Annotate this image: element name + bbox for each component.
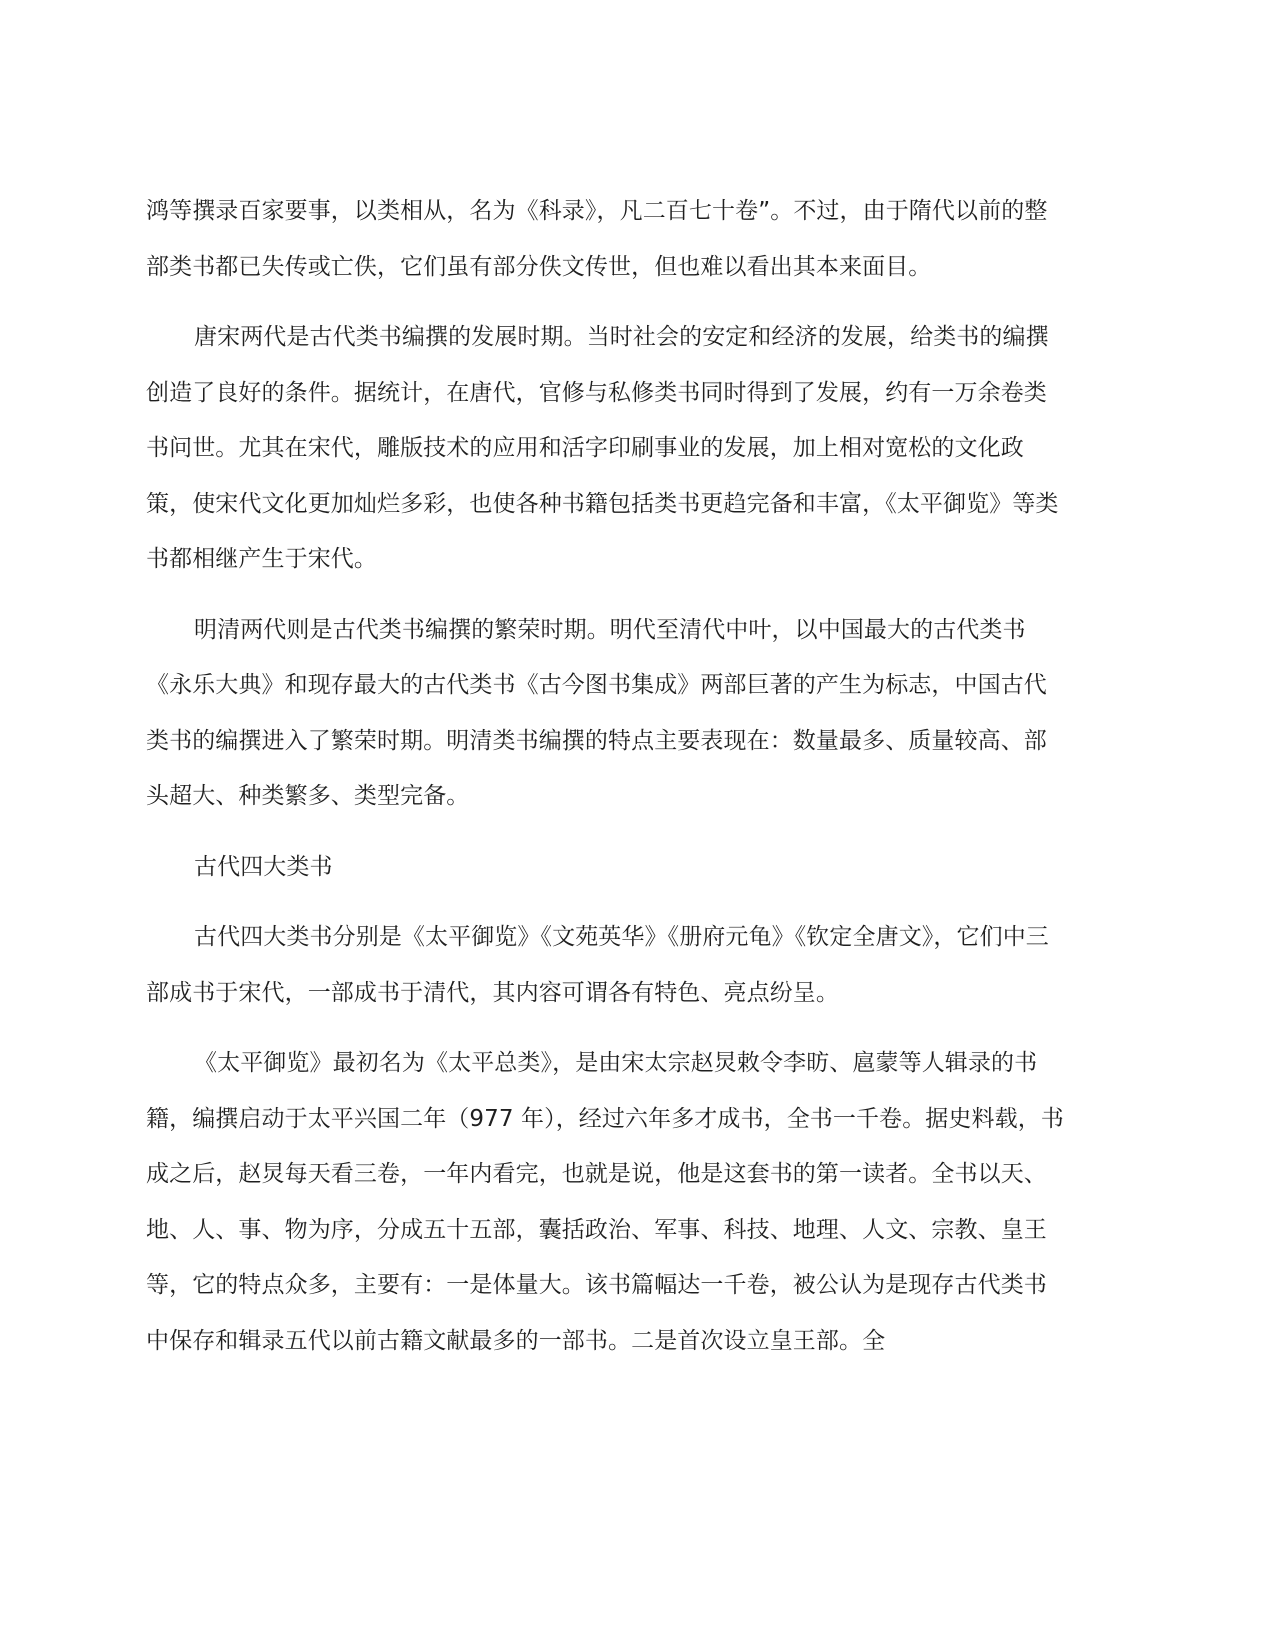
paragraph-6: 《太平御览》最初名为《太平总类》，是由宋太宗赵炅敕令李昉、扈蒙等人辑录的书籍，编撰启动于太平兴国二年（977 年），经过六年多才成书，全书一千卷。据史料载，书成之后，赵炅每天看三卷，一年内看完，也就是说，他是这套书的第一读者。全书以天、地、人、事、物为序，分成五十五部，囊括政治、军事、科技、地理、人文、宗教、皇王等，它的特点众多，主要有：一是体量大。该书篇幅达一千卷，被公认为是现存古代类书中保存和辑录五代以前古籍文献最多的一部书。二是首次设立皇王部。全	[146, 1050, 1064, 1354]
paragraph-2: 唐宋两代是古代类书编撰的发展时期。当时社会的安定和经济的发展，给类书的编撰创造了良好的条件。据统计，在唐代，官修与私修类书同时得到了发展，约有一万余卷类书问世。尤其在宋代，雕版技术的应用和活字印刷事业的发展，加上相对宽松的文化政策，使宋代文化更加灿烂多彩，也使各种书籍包括类书更趋完备和丰富，《太平御览》等类书都相继产生于宋代。	[146, 324, 1059, 572]
section-heading: 古代四大类书	[194, 853, 333, 880]
paragraph-5: 古代四大类书分别是《太平御览》《文苑英华》《册府元龟》《钦定全唐文》，它们中三部成书于宋代，一部成书于清代，其内容可谓各有特色、亮点纷呈。	[146, 924, 1049, 1006]
paragraph-1: 鸿等撰录百家要事，以类相从，名为《科录》，凡二百七十卷”。不过，由于隋代以前的整部类书都已失传或亡佚，它们虽有部分佚文传世，但也难以看出其本来面目。	[146, 198, 1048, 280]
paragraph-3: 明清两代则是古代类书编撰的繁荣时期。明代至清代中叶，以中国最大的古代类书《永乐大典》和现存最大的古代类书《古今图书集成》两部巨著的产生为标志，中国古代类书的编撰进入了繁荣时期。明清类书编撰的特点主要表现在：数量最多、质量较高、部头超大、种类繁多、类型完备。	[146, 616, 1047, 809]
document-body	[146, 184, 1066, 1384]
